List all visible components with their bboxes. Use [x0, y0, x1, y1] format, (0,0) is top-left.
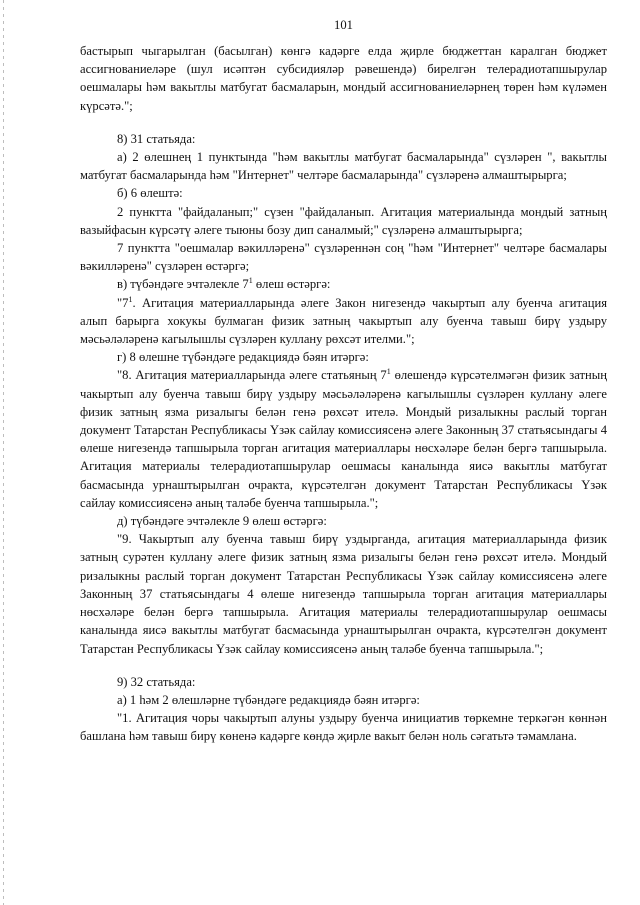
- paragraph-item-8v: [80, 275, 607, 293]
- text-run: "8. Агитация материалларында әлеге статьяның 7: [117, 368, 387, 383]
- paragraph-part-8: [80, 366, 607, 512]
- paragraph-item-8d: д) түбәндәге эчтәлекле 9 өлеш өстәргә:: [117, 514, 327, 529]
- paragraph-point-2: 2 пунктта "файдаланып;" сүзен "файдаланып. Агитация материалында мондый затның вазыйфасын күрсәтү әлеге тыюны бозу дип саналмый;" сүзләренә алмаштырырга;: [80, 204, 607, 237]
- text-run: өлешендә күрсәтелмәгән физик затның чакыртып алу буенча тавыш бирү уздыру мәсьәләләренә кагылышлы сүзләрен куллану әлеге физик затның язма ризалыгы белән генә рөхсәт ителә. Мондый ризалыкны раслый торган документ Татарстан Республикасы Үзәк сайлау комиссиясенә әлеге Законның 37 статьясындагы 4 өлеше нигезендә тапшырыла торган агитация материаллары нөсхәләре белән бергә тапшырыла. Агитация материалы телерадиотапшырулар оешмасы каналында яисә вакытлы матбугат басмасында урнаштырылган очракта, күрсәтелгән документ Татарстан Республикасы Үзәк сайлау комиссиясенә аның таләбе буенча тапшырыла.";: [80, 368, 607, 510]
- superscript: 1: [386, 367, 391, 377]
- paragraph-point-7: 7 пунктта "оешмалар вәкилләренә" сүзләреннән соң "һәм "Интернет" челтәре басмалары вәкилләренә" сүзләрен өстәргә;: [80, 241, 607, 274]
- text-run: өлеш өстәргә:: [252, 277, 331, 292]
- paragraph-item-9: 9) 32 статьяда:: [117, 674, 196, 689]
- text-run: . Агитация материалларында әлеге Закон нигезендә чакыртып алу буенча агитация алып барырга хокукы булмаган физик затның чакыртып алу буенча тавыш бирү уздыру мәсьәләләренә кагылышлы сүзләрен куллану рөхсәт ителми.";: [80, 295, 607, 347]
- paragraph-item-8b: б) 6 өлештә:: [117, 186, 183, 201]
- paragraph-part-1: "1. Агитация чоры чакыртып алуны уздыру буенча инициатив төркемне теркәгән көннән башлана һәм тавыш бирү көненә кадәрге көндә җирле вакыт белән ноль сәгатьтә тәмамлана.: [80, 711, 607, 744]
- paragraph-part-9: "9. Чакыртып алу буенча тавыш бирү уздырганда, агитация материалларында физик затның сурәтен куллану әлеге физик затның язма ризалыгы белән генә рөхсәт ителә. Мондый ризалыкны раслый торган документ Татарстан Республикасы Үзәк сайлау комиссиясенә әлеге Законның 37 статьясындагы 4 өлеше нигезендә тапшырыла торган агитация материаллары нөсхәләре белән бергә тапшырыла. Агитация материалы телерадиотапшырулар оешмасы каналында яисә вакытлы матбугат басмасында урнаштырылган очракта, күрсәтелгән документ Татарстан Республикасы Үзәк сайлау комиссиясенә аның таләбе буенча тапшырыла.";: [80, 532, 607, 656]
- paragraph-item-9a: а) 1 һәм 2 өлешләрне түбәндәге редакциядә бәян итәргә:: [117, 692, 420, 707]
- paragraph-item-8a: а) 2 өлешнең 1 пунктында "һәм вакытлы матбугат басмаларында" сүзләрен ", вакытлы матбугат басмаларында һәм "Интернет" челтәре басмаларында" сүзләренә алмаштырырга;: [80, 150, 607, 183]
- scan-edge-artifact: [3, 0, 4, 905]
- paragraph-item-8g: г) 8 өлешне түбәндәге редакциядә бәян итәргә:: [117, 350, 369, 365]
- paragraph-item-8: 8) 31 статьяда:: [117, 131, 196, 146]
- text-run: "7: [117, 295, 129, 310]
- paragraph-continuation: бастырып чыгарылган (басылган) көнгә кадәрге елда җирле бюджеттан каралган бюджет ассигнованиеләре (шул исәптән субсидияләр рәвешендә) бирелгән телерадиотапшырулар оешмалары һәм вакытлы матбугат басмаларын, мондый ассигнованиеләрнең төрен һәм күләмен күрсәтә.";: [80, 44, 607, 113]
- page-number: 101: [334, 18, 353, 32]
- paragraph-part-7-1: [80, 294, 607, 349]
- text-run: в) түбәндәге эчтәлекле 7: [117, 277, 249, 292]
- document-page: [80, 16, 607, 746]
- superscript: 1: [248, 276, 253, 286]
- superscript: 1: [128, 294, 133, 304]
